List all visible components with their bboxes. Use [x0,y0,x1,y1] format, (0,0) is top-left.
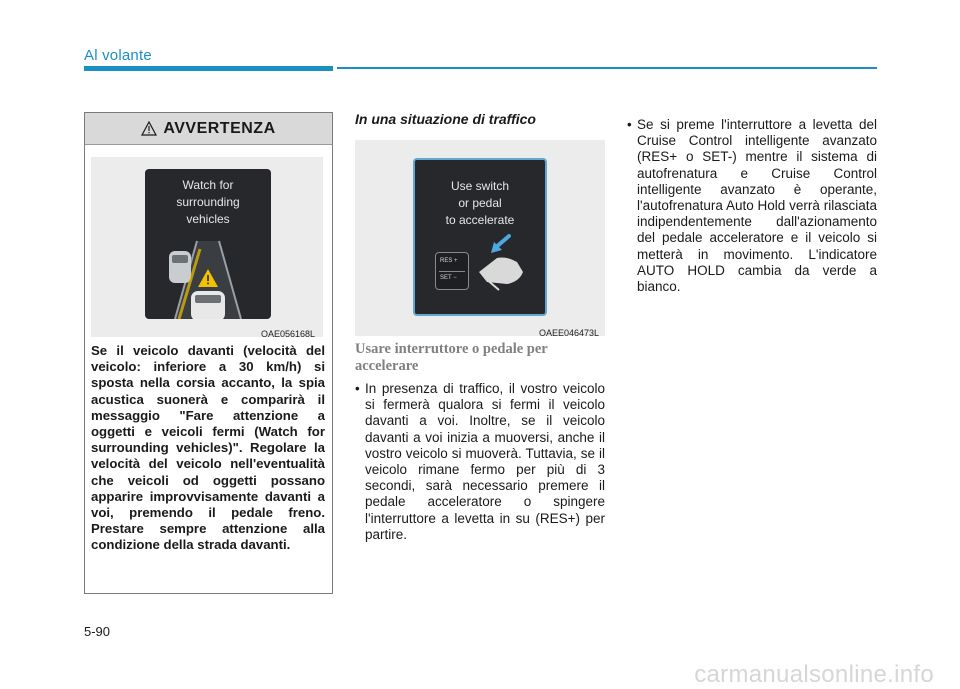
road-illustration [145,169,271,319]
warning-triangle-icon [141,121,157,136]
figure-code: OAE056168L [260,329,315,339]
watermark: carmanualsonline.info [694,661,934,688]
res-label: RES + [440,258,458,264]
page-number: 5-90 [84,624,111,639]
section-title: Al volante [84,47,152,64]
set-label: SET − [440,275,457,281]
warning-text: Se il veicolo davanti (velocità del veicolo: inferiore a 30 km/h) si sposta nella corsia accanto, la spia acustica suonerà e comparirà il messaggio "Fare attenzione a oggetti e veicoli fermi (Watch for surrounding vehicles)". Regolare la velocità del veicolo nell'eventualità che veicoli od oggetti possano apparire improvvisamente davanti a voi, premendo il pedale freno. Prestare sempre attenzione alla condizione della strada davanti. [91,343,325,553]
accelerate-subheading: Usare interruttore o pedale per accelerare [355,341,548,374]
figure-code: OAEE046473L [538,328,599,338]
pedal-illustration [415,160,545,314]
cluster-display [413,158,547,316]
traffic-heading: In una situazione di traffico [355,111,536,127]
cluster-message: Use switch or pedal to accelerate [445,179,515,227]
warning-figure [91,157,323,337]
accelerate-figure [355,140,605,336]
warning-header [85,113,332,145]
auto-hold-bullet: • Se si preme l'interruttore a levetta del Cruise Control intelligente avanzato (RES+ o SET-) mentre il sistema di autofrenatura e Cruise Control intelligente avanzato è operante, l'autofrenatura Auto Hold verrà rilasciata indipendentemente dall'azionamento del pedale acceleratore e il veicolo si metterà in movimento. L'indicatore AUTO HOLD cambia da verde a bianco. [627,117,877,295]
header-rule-thin [337,67,877,69]
foot-pedal-icon [479,258,523,285]
traffic-bullet: • In presenza di traffico, il vostro veicolo si fermerà qualora si fermi il veicolo davanti a voi. Inoltre, se il veicolo davanti a voi inizia a muoversi, anche il vostro veicolo si muoverà. Tuttavia, se il veicolo rimane fermo per più di 3 secondi, sarà necessario premere il pedale acceleratore o spingere l'interruttore a levetta in su (RES+) per partire. [355,381,605,543]
warning-box [84,112,333,594]
warning-title: AVVERTENZA [163,119,276,137]
header-rule-thick [84,66,333,71]
cluster-message: Watch for surrounding vehicles [176,178,240,226]
cluster-display [145,169,271,319]
